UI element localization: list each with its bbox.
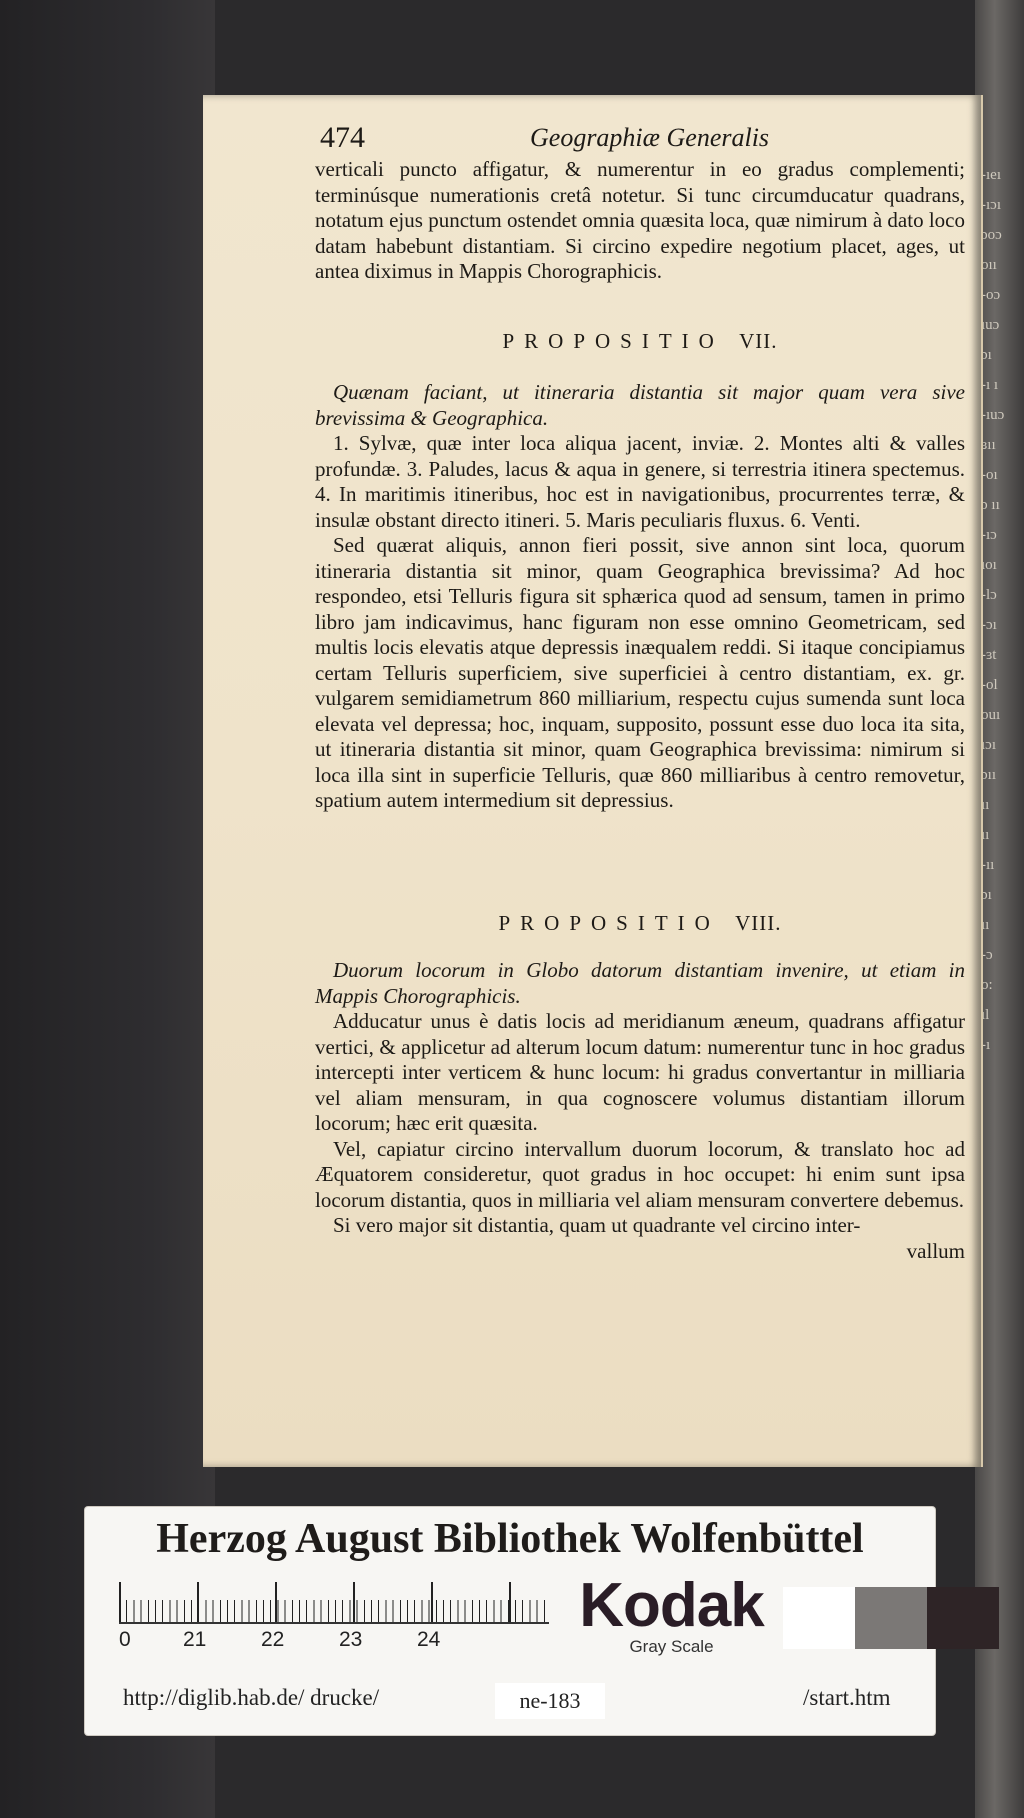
adjacent-page-fragment: ıl [981, 1007, 990, 1023]
adjacent-page-fragment: ouı [981, 707, 1001, 723]
proposition-7-body [315, 380, 965, 814]
adjacent-page-fragment: -ı ı [981, 377, 999, 393]
page-header [320, 117, 960, 157]
proposition-7-heading [315, 329, 965, 354]
proposition-8-body [315, 958, 965, 1264]
gray-swatch [855, 1587, 927, 1649]
page-number: 474 [320, 121, 365, 154]
ruler-number: 22 [261, 1628, 285, 1651]
book-page [203, 95, 981, 1467]
adjacent-page-fragment: -ıı [981, 857, 995, 873]
proposition-7-paragraph: Sed quærat aliquis, annon fieri possit, sive annon sint loca, quorum itineraria distantia sit minor, quam Geographica brevissima? Ad hoc respondeo, etsi Telluris figura sit sphærica quod ad sensum, tamen in primo libro jam indicavimus, hanc figuram non esse omnino Geometricam, sed multis locis elevatis atque depressis inæqualem reddi. Si itaque concipiamus certam Telluris superficiem, sive superficiei à centro distantiam, ex. gr. vulgarem semidiametrum 860 milliarium, respectu cujus sumenda sunt loca elevata vel depressa; hoc, inquam, supposito, possunt esse duo loca ita sita, ut itineraria distantia sit minor, quam Geographica brevissima: nimirum si loca illa sint in superficie Telluris, quæ 860 milliaribus à centro removetur, spatium autem intermedium sit depressius. [315, 533, 965, 812]
ruler-major-tick [119, 1582, 121, 1622]
proposition-8-paragraph-2: Vel, capiatur circino intervallum duorum locorum, & translato hoc ad Æquatorem consideretur, quot gradus in hoc occupet: hi enim sunt ipsa locorum distantia, quos in milliaria vel aliam mensuram convertere debemus. [315, 1136, 965, 1212]
adjacent-page-fragment: ɔı [981, 887, 992, 903]
proposition-7-list: 1. Sylvæ, quæ inter loca aliqua jacent, inviæ. 2. Montes alti & valles profundæ. 3. Paludes, lacus & aqua in genere, si terrestria itinera spectemus. 4. In maritimis itineribus, hoc est in navigationibus, procurrentes terræ, & insulæ obstant directo itineri. 5. Maris peculiaris fluxus. 6. Venti. [315, 431, 965, 532]
ruler-number: 0 [119, 1628, 131, 1651]
adjacent-page-fragment: o: [981, 977, 993, 993]
adjacent-page-fragment: ıı [981, 827, 990, 843]
library-name: Herzog August Bibliothek Wolfenbüttel [156, 1516, 864, 1562]
ruler-number: 21 [183, 1628, 207, 1651]
ruler-number: 24 [417, 1628, 441, 1651]
paragraph-continuation [315, 157, 965, 285]
ruler-scale [119, 1582, 549, 1651]
adjacent-page-fragment: -oɔ [981, 287, 1001, 303]
adjacent-page-fragment: ɔ ıı [981, 497, 1000, 513]
proposition-number: VIII. [735, 911, 782, 935]
proposition-8-paragraph-1: Adducatur unus è datis locis ad meridianum æneum, quadrans affigatur vertici, & applicetur ad alterum locum datum: numerentur tunc in hoc gradus intercepti inter verticem & hunc locum: hi gradus convertantur in milliaria vel aliam mensuram, in qua cognoscere volumus distantiam illorum locorum; hæc erit quæsita. [315, 1009, 965, 1135]
adjacent-page-fragment: -ɜt [981, 647, 997, 663]
brand-name: Kodak [579, 1571, 764, 1640]
kodak-logo [560, 1571, 783, 1656]
adjacent-page-fragment: ıı [981, 797, 990, 813]
proposition-number: VII. [739, 329, 778, 353]
proposition-8-paragraph-3: Si vero major sit distantia, quam ut quadrante vel circino inter- [333, 1213, 861, 1237]
catchword: vallum [906, 1238, 965, 1263]
adjacent-page-fragment: -ol [981, 677, 998, 693]
proposition-word: PROPOSITIO [498, 911, 720, 935]
proposition-8-heading [315, 911, 965, 936]
gray-swatch [783, 1587, 855, 1649]
ruler-major-tick [431, 1582, 433, 1622]
adjacent-page-fragment: -ıeı [981, 167, 1001, 183]
proposition-word: PROPOSITIO [502, 329, 724, 353]
adjacent-page-fragments [981, 160, 1021, 1340]
gray-scale-caption: Gray Scale [629, 1637, 714, 1656]
proposition-7-title: Quænam faciant, ut itineraria distantia sit major quam vera sive brevissima & Geographica. [315, 380, 965, 430]
adjacent-page-fragment: ıı [981, 917, 990, 933]
running-title: Geographiæ Generalis [530, 123, 770, 152]
paragraph-text: verticali puncto affigatur, & numerentur in eo gradus complementi; terminúsque numerationis cretâ notetur. Si tunc circumducatur quadrans, notatum ejus punctum ostendet omnia quæsita loca, quæ nimirum à dato loco datam habebunt distantiam. Si circino expedire negotium placet, ages, ut antea diximus in Mappis Chorographicis. [315, 157, 965, 283]
gray-swatches [783, 1587, 999, 1649]
adjacent-page-fragment: -ɔ [981, 947, 993, 963]
adjacent-page-fragment: ıuɔ [981, 317, 1000, 333]
adjacent-page-fragment: -ı [981, 1037, 991, 1053]
signature-id: ne-183 [495, 1683, 605, 1719]
ruler-number: 23 [339, 1628, 363, 1651]
adjacent-page-fragment: ıɔı [981, 737, 996, 753]
url-prefix: http://diglib.hab.de/ drucke/ [123, 1685, 380, 1710]
ruler-major-tick [275, 1582, 277, 1622]
adjacent-page-fragment: -ɔı [981, 617, 997, 633]
ruler-major-tick [353, 1582, 355, 1622]
adjacent-page-fragment: ɔı [981, 347, 992, 363]
adjacent-page-fragment: oıı [981, 257, 997, 273]
ruler-major-tick [197, 1582, 199, 1622]
adjacent-page-fragment: ɔoɔ [981, 227, 1002, 243]
ruler-numbers [119, 1628, 549, 1658]
adjacent-page-fragment: -ıɔı [981, 197, 1001, 213]
url-suffix: /start.htm [803, 1685, 891, 1710]
adjacent-page-fragment: ɔıı [981, 767, 996, 783]
ruler-major-tick [509, 1582, 511, 1622]
adjacent-page-fragment: -lɔ [981, 587, 997, 603]
gray-swatch [927, 1587, 999, 1649]
adjacent-page-fragment: -ıɔ [981, 527, 997, 543]
adjacent-page-fragment: -oı [981, 467, 998, 483]
adjacent-page-fragment: ɜıı [981, 437, 996, 453]
library-color-target [85, 1507, 935, 1735]
ruler-ticks [119, 1582, 549, 1624]
proposition-8-title: Duorum locorum in Globo datorum distantiam invenire, ut etiam in Mappis Chorographicis. [315, 958, 965, 1008]
adjacent-page-fragment: ıoı [981, 557, 997, 573]
adjacent-page-fragment: -ıuɔ [981, 407, 1005, 423]
